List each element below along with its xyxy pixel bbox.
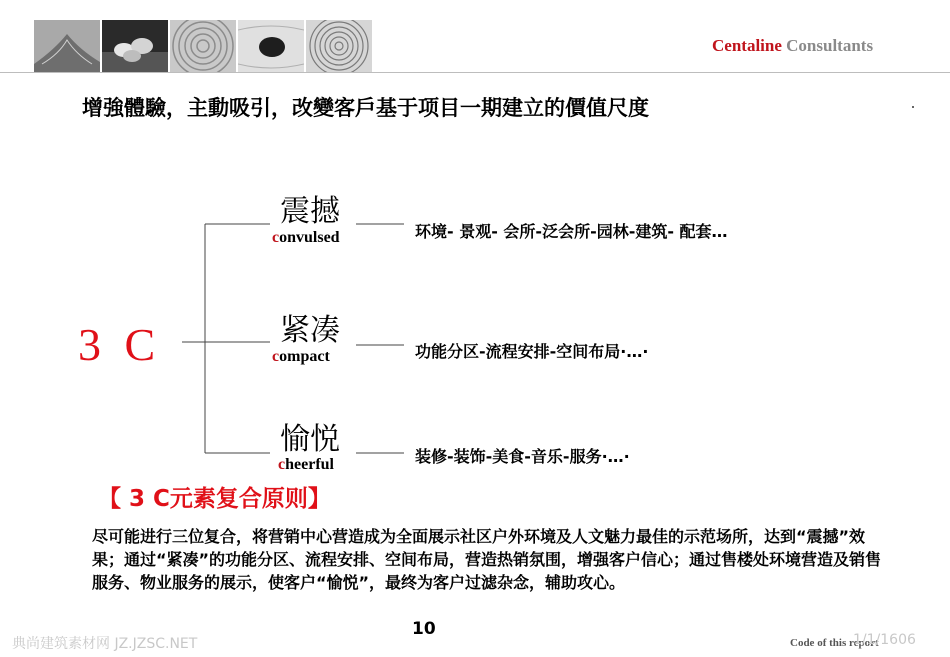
principle-paragraph: 尽可能进行三位复合，将营销中心营造成为全面展示社区户外环境及人文魅力最佳的示范场所，达到“震撼”效果；通过“紧凑”的功能分区、流程安排、空间布局，营造热销氛围，增强客户信心；通过售楼处环境营造及销售服务、物业服务的展示，使客户“愉悦”，最终为客户过滤杂念，辅助攻心。	[92, 527, 882, 592]
branch-2-subtitle	[272, 348, 330, 366]
watermark: 典尚建筑素材网 JZ.JZSC.NET	[12, 636, 198, 652]
branch-1-subtitle	[272, 229, 340, 247]
diagram-root-label: 3 C	[78, 319, 162, 370]
branch-2-description: 功能分区-流程安排-空间布局·…·	[415, 342, 649, 361]
principle-heading: 【 3 C元素复合原则】	[98, 486, 331, 512]
branch-2-title: 紧凑	[280, 313, 340, 348]
branch-1-subtitle-rest: onvulsed	[279, 229, 340, 246]
branch-3-description: 装修-装饰-美食-音乐-服务·…·	[415, 447, 630, 466]
page-number: 10	[412, 619, 436, 639]
page-title: 增強體驗，主動吸引，改變客戶基于项目一期建立的價值尺度	[82, 96, 649, 120]
branch-1-subtitle-initial: c	[272, 229, 280, 246]
watermark-id: 1/1/1606	[853, 632, 916, 648]
branch-2-subtitle-rest: ompact	[279, 348, 330, 365]
branch-2-subtitle-initial: c	[272, 348, 280, 365]
branch-1-description: 环境- 景观- 会所-泛会所-园林-建筑- 配套…	[415, 222, 728, 241]
brand-name-part2: Consultants	[781, 36, 874, 55]
report-code-label: Code of this report	[790, 637, 879, 649]
branch-3-subtitle-initial: c	[278, 456, 286, 473]
branch-1-title: 震撼	[280, 194, 340, 229]
branch-3-title: 愉悦	[280, 422, 340, 457]
branch-3-subtitle-rest: heerful	[285, 456, 334, 473]
brand-name-part1: Centaline	[712, 36, 782, 55]
branch-3-subtitle	[278, 456, 334, 474]
